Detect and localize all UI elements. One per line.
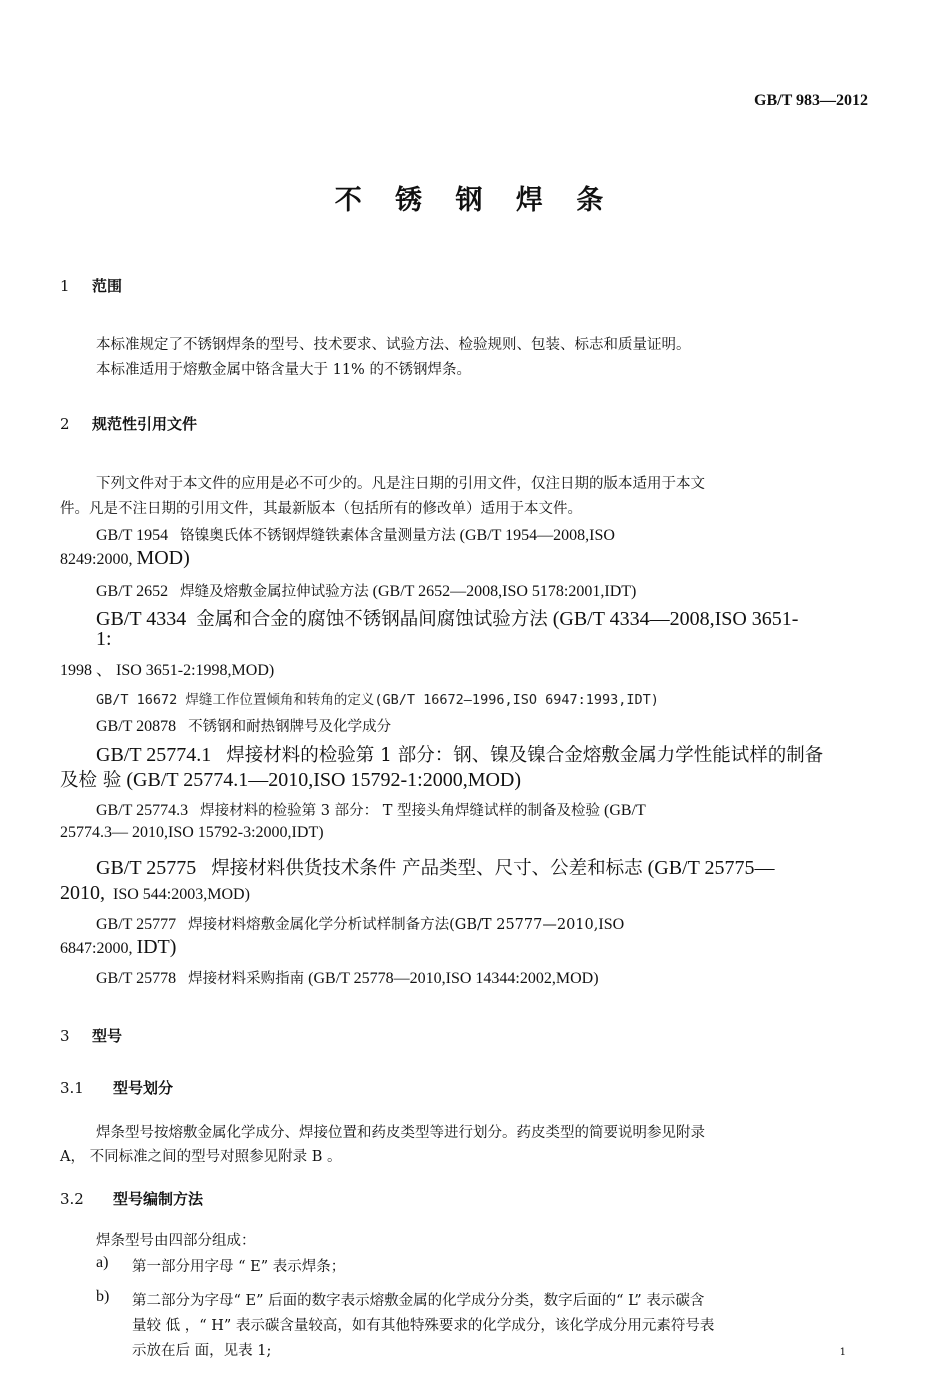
- list-item-continued: 示放在后 面，见表 1;: [132, 1343, 272, 1359]
- reference-item-continued: 1998 、 ISO 3651-2:1998,MOD): [60, 662, 275, 679]
- reference-item: [96, 967, 599, 988]
- reference-code: GB/T 25775: [96, 857, 197, 879]
- reference-source: 8249:2000,: [60, 551, 133, 568]
- standard-number: GB/T 983—2012: [754, 92, 868, 109]
- paragraph: 焊条型号由四部分组成：: [96, 1233, 256, 1249]
- reference-code: GB/T 20878: [96, 718, 177, 735]
- list-item: 第二部分为字母“ E” 后面的数字表示熔敷金属的化学成分分类，数字后面的“ L” 表示碳含: [132, 1293, 705, 1309]
- paragraph: 焊条型号按熔敷金属化学成分、焊接位置和药皮类型等进行划分。药皮类型的简要说明参见附录: [96, 1125, 705, 1141]
- paragraph: 本标准适用于熔敷金属中铬含量大于 11% 的不锈钢焊条。: [96, 362, 471, 378]
- reference-source: 6847:2000,: [60, 940, 133, 957]
- reference-code: GB/T 25777: [96, 916, 177, 933]
- paragraph: 本标准规定了不锈钢焊条的型号、技术要求、试验方法、检验规则、包装、标志和质量证明。: [96, 337, 691, 353]
- list-item-label: a): [96, 1254, 109, 1271]
- reference-title: 焊接材料的检验第 3 部分： T 型接头角焊缝试样的制备及检验: [200, 803, 600, 819]
- reference-code: GB/T 25778: [96, 970, 177, 987]
- reference-code: GB/T 1954: [96, 527, 169, 544]
- reference-title: 铬镍奥氏体不锈钢焊缝铁素体含量测量方法: [180, 528, 456, 544]
- reference-title: 金属和合金的腐蚀不锈钢晶间腐蚀试验方法: [196, 609, 548, 630]
- reference-item-continued: [60, 882, 250, 905]
- reference-source: (GB/T 25775—: [647, 857, 775, 879]
- reference-title: 焊接材料采购指南: [188, 971, 305, 987]
- section-title: 型号: [92, 1027, 123, 1045]
- reference-code: GB/T 25774.3: [96, 802, 189, 819]
- reference-source: ISO: [598, 916, 625, 933]
- reference-item-continued: [60, 936, 176, 959]
- section-2-heading: [60, 413, 197, 434]
- reference-title: 焊接材料供货技术条件 产品类型、尺寸、公差和标志: [211, 858, 643, 879]
- section-title: 范围: [92, 277, 123, 295]
- reference-item: [96, 913, 624, 934]
- section-number: 3: [60, 1027, 70, 1045]
- subsection-number: 3.1: [60, 1079, 84, 1097]
- document-title: 不 锈 钢 焊 条: [334, 185, 616, 216]
- subsection-title: 型号划分: [113, 1079, 174, 1097]
- reference-source: (GB/T 1954—2008,ISO: [459, 527, 615, 544]
- reference-title: 不锈钢和耐热钢牌号及化学成分: [188, 719, 392, 735]
- subsection-number: 3.2: [60, 1190, 84, 1208]
- list-item-continued: 量较 低 ，“ H” 表示碳含量较高，如有其他特殊要求的化学成分，该化学成分用元素符号表: [132, 1318, 715, 1334]
- reference-title: 焊缝及熔敷金属拉伸试验方法: [180, 584, 369, 600]
- section-number: 1: [60, 277, 70, 295]
- reference-item: [96, 741, 823, 767]
- reference-source: (GB/T 25778—2010,ISO 14344:2002,MOD): [308, 970, 599, 987]
- reference-title: 焊接材料熔敷金属化学分析试样制备方法(GB/T 25777—2010,: [188, 917, 599, 933]
- section-title: 规范性引用文件: [92, 415, 198, 433]
- list-item: 第一部分用字母 “ E” 表示焊条；: [132, 1259, 346, 1275]
- reference-item: [96, 854, 774, 880]
- reference-code: GB/T 2652: [96, 583, 169, 600]
- reference-item: [96, 580, 636, 601]
- reference-item: [96, 605, 798, 631]
- subsection-3-2-heading: [60, 1188, 203, 1209]
- reference-source: (GB/T 2652—2008,ISO 5178:2001,IDT): [372, 583, 637, 600]
- paragraph: 下列文件对于本文件的应用是必不可少的。凡是注日期的引用文件，仅注日期的版本适用于本文: [96, 476, 705, 492]
- reference-code: GB/T 25774.1: [96, 744, 212, 766]
- reference-title: 及检 验: [60, 770, 122, 791]
- reference-item-continued: 25774.3— 2010,ISO 15792-3:2000,IDT): [60, 824, 324, 841]
- section-3-heading: [60, 1025, 122, 1046]
- reference-item: [96, 799, 646, 820]
- reference-source: (GB/T: [604, 802, 646, 819]
- reference-source: ISO 544:2003,MOD): [113, 886, 250, 903]
- paragraph: 件。凡是不注日期的引用文件，其最新版本（包括所有的修改单）适用于本文件。: [60, 501, 582, 517]
- reference-source: (GB/T 25774.1—2010,ISO 15792-1:2000,MOD): [126, 769, 522, 791]
- page-number: 1: [839, 1347, 846, 1358]
- reference-source: MOD): [136, 547, 190, 569]
- reference-source: IDT): [136, 936, 177, 958]
- reference-title: 焊接材料的检验第 1 部分：钢、镍及镍合金熔敷金属力学性能试样的制备: [226, 745, 824, 766]
- section-1-heading: [60, 275, 122, 296]
- reference-item: GB/T 16672 焊缝工作位置倾角和转角的定义(GB/T 16672—1996,ISO 6947:1993,IDT): [96, 692, 659, 708]
- reference-source: 2010,: [60, 882, 105, 904]
- reference-item: [96, 524, 615, 545]
- reference-item-continued: [60, 547, 190, 570]
- reference-source: (GB/T 4334—2008,ISO 3651-: [552, 608, 799, 630]
- paragraph: A， 不同标准之间的型号对照参见附录 B 。: [60, 1149, 342, 1165]
- reference-code: GB/T 4334: [96, 608, 187, 630]
- reference-item: [96, 715, 391, 736]
- section-number: 2: [60, 415, 70, 433]
- list-item-label: b): [96, 1288, 110, 1305]
- subsection-title: 型号编制方法: [113, 1190, 204, 1208]
- reference-item-continued: [60, 766, 521, 792]
- subsection-3-1-heading: [60, 1077, 173, 1098]
- reference-item-continued: 1:: [96, 628, 112, 650]
